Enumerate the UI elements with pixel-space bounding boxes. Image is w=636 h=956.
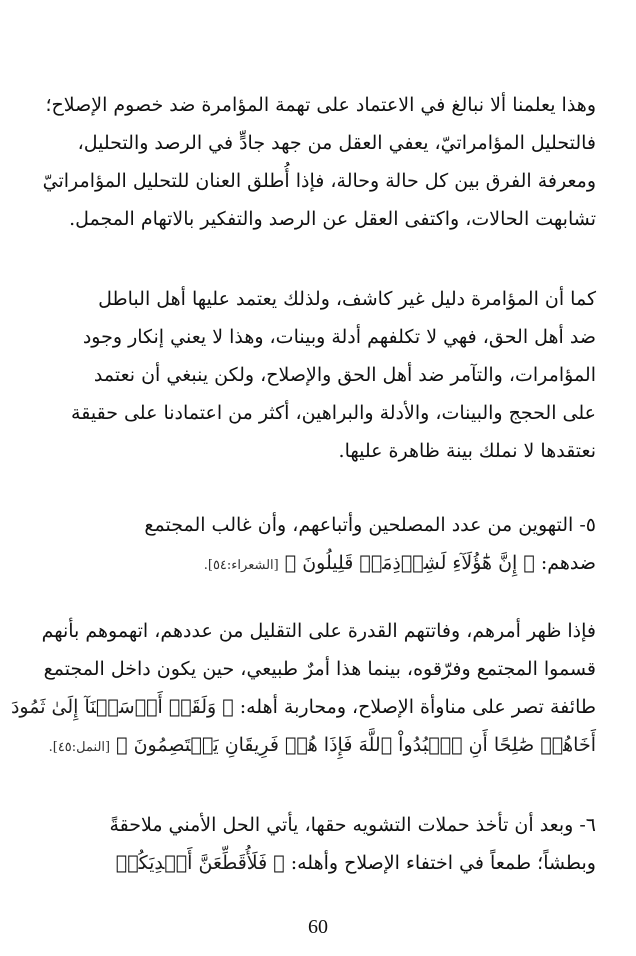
text-line: نعتقدها لا نملك بينة ظاهرة عليها. xyxy=(338,440,596,462)
text-line: ٦- وبعد أن تأخذ حملات التشويه حقها، يأتي الحل الأمني ملاحقةً xyxy=(109,814,596,836)
text-line: فإذا ظهر أمرهم، وفاتتهم القدرة على التقليل من عددهم، اتهموهم بأنهم xyxy=(41,620,596,642)
paragraph-1 xyxy=(42,86,596,238)
text-line: تشابهت الحالات، واكتفى العقل عن الرصد والتفكير بالاتهام المجمل. xyxy=(69,208,596,230)
verse-reference: [الشعراء:٥٤]. xyxy=(203,558,279,573)
quran-verse: ﴿ وَلَقَدۡ أَرۡسَلۡنَآ إِلَىٰ ثَمُودَ xyxy=(10,696,234,718)
quran-verse: ﴿ فَلَأُقَطِّعَنَّ أَيۡدِيَكُمۡ xyxy=(115,852,285,874)
inline-text: ضدهم: xyxy=(540,552,596,574)
text-line: كما أن المؤامرة دليل غير كاشف، ولذلك يعتمد عليها أهل الباطل xyxy=(98,288,596,310)
quran-verse: ﴿ إِنَّ هَٰٓؤُلَآءِ لَشِرۡذِمَةٞ قَلِيلُونَ ﴾ xyxy=(284,552,535,574)
inline-text: وبطشاً؛ طمعاً في اختفاء الإصلاح وأهله: xyxy=(290,852,596,874)
text-line-with-verse xyxy=(50,544,596,585)
text-line: ومعرفة الفرق بين كل حالة وحالة، فإذا أُطلق العنان للتحليل المؤامراتيّ xyxy=(42,170,596,192)
paragraph-4 xyxy=(10,612,596,767)
text-line-with-verse xyxy=(50,844,596,882)
text-line: قسموا المجتمع وفرّقوه، بينما هذا أمرٌ طبيعي، حين يكون داخل المجتمع xyxy=(43,658,596,680)
text-line: وهذا يعلمنا ألا نبالغ في الاعتماد على تهمة المؤامرة ضد خصوم الإصلاح؛ xyxy=(45,94,596,116)
paragraph-point-6 xyxy=(50,806,596,882)
inline-text: طائفة تصر على مناوأة الإصلاح، ومحاربة أهله: xyxy=(239,696,596,718)
verse-line xyxy=(50,726,596,767)
paragraph-2 xyxy=(50,280,596,470)
verse-reference: [النمل:٤٥]. xyxy=(48,740,111,755)
text-line: المؤامرات، والتآمر ضد أهل الحق والإصلاح، ولكن ينبغي أن نعتمد xyxy=(93,364,596,386)
text-line: ٥- التهوين من عدد المصلحين وأتباعهم، وأن غالب المجتمع xyxy=(144,514,596,536)
paragraph-point-5 xyxy=(50,506,596,585)
text-line: فالتحليل المؤامراتيّ، يعفي العقل من جهد جادٍّ في الرصد والتحليل، xyxy=(77,132,596,154)
text-line-with-verse xyxy=(10,688,596,726)
text-line: ضد أهل الحق، فهي لا تكلفهم أدلة وبينات، وهذا لا يعني إنكار وجود xyxy=(82,326,596,348)
text-line: على الحجج والبينات، والأدلة والبراهين، أكثر من اعتمادنا على حقيقة xyxy=(71,402,596,424)
page-number: 60 xyxy=(308,916,328,938)
quran-verse: أَخَاهُمۡ صَٰلِحًا أَنِ ٱعۡبُدُواْ ٱللَّهَ فَإِذَا هُمۡ فَرِيقَانِ يَخۡتَصِمُونَ ﴾ xyxy=(116,734,596,756)
